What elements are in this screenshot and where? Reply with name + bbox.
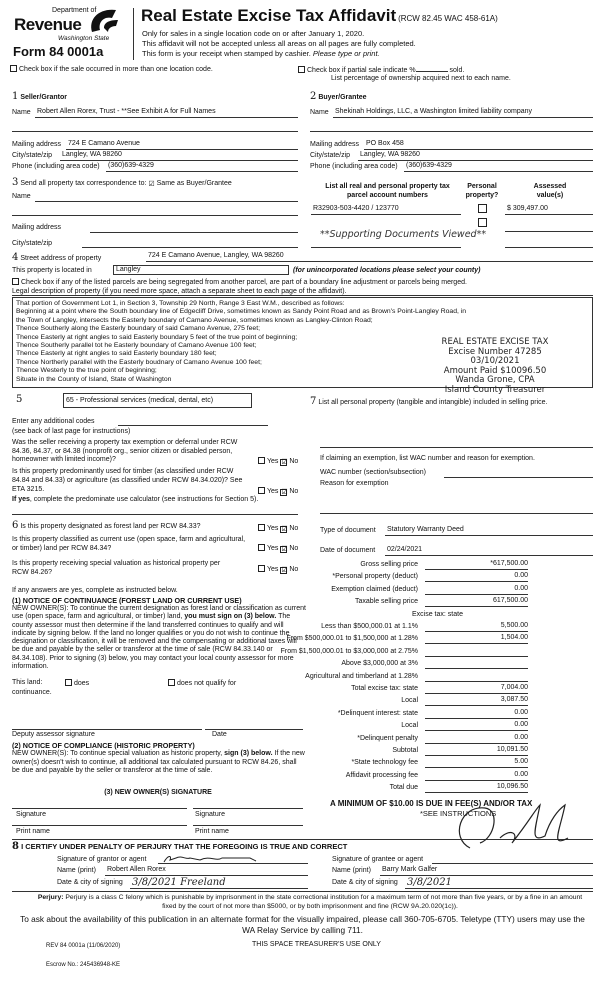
partial-percent-field[interactable]: [416, 65, 448, 72]
continuance-label: continuance.: [12, 689, 52, 696]
escrow-number: Escrow No.: 245436948-KE: [46, 962, 121, 968]
tax-row-value[interactable]: [425, 647, 528, 657]
no-label: No: [289, 488, 299, 495]
forest-question-text: Is this property designated as forest land per RCW 84.33?: [20, 523, 201, 530]
seller-city-field[interactable]: Langley, WA 98260: [60, 151, 298, 161]
legal-line: Beginning at a point where the South boundary line of Edgecliff Drive, sometimes known as Sandy Point Road and as Brown's Point-Langley Road, in: [16, 308, 467, 316]
parcel-header-2: parcel account numbers: [347, 192, 428, 199]
s6q1-yes-no[interactable]: [258, 524, 298, 533]
buyer-name-field[interactable]: Shekinah Holdings, LLC, a Washington limited liability company: [333, 108, 593, 118]
owner-print-line[interactable]: [193, 825, 303, 826]
yes-checkbox[interactable]: [258, 487, 265, 494]
receipt-text: This form is your receipt when stamped by cashier.: [142, 49, 311, 58]
same-as-buyer-label: Same as Buyer/Grantee: [156, 180, 232, 187]
treasurer-use-label: THIS SPACE TREASURER'S USE ONLY: [252, 941, 381, 948]
grantee-date-field[interactable]: 3/8/2021: [405, 877, 593, 889]
yes-label: Yes: [267, 458, 279, 465]
tax-row-value[interactable]: 10,091.50: [425, 746, 528, 756]
current-use-question: Is this property classified as current use (open space, farm and agricultural, or timber) land per RCW 84.34?: [12, 536, 246, 552]
logo-swoosh-icon: [86, 6, 120, 34]
seller-name-field[interactable]: Robert Allen Rorex, Trust - **See Exhibit A for Full Names: [35, 108, 298, 118]
tax-row-value[interactable]: 0.00: [425, 771, 528, 781]
no-checkbox[interactable]: ☑: [281, 567, 288, 574]
see-back-note: (see back of last page for instructions): [12, 428, 131, 435]
assessed-value-field[interactable]: [505, 238, 593, 248]
tax-row-label: Excise tax: state: [412, 610, 463, 618]
no-label: No: [289, 545, 299, 552]
located-label: This property is located in: [12, 267, 92, 274]
notice-compliance-text: [12, 750, 306, 776]
grantor-signature-field[interactable]: [158, 853, 308, 864]
tax-row-label: Exemption claimed (deduct): [331, 585, 418, 593]
date-city-label: Date & city of signing: [57, 879, 123, 886]
tax-row-value[interactable]: 0.00: [425, 709, 528, 719]
name-print-label: Name (print): [57, 867, 96, 874]
s6q2-yes-no[interactable]: [258, 544, 298, 553]
no-label: No: [289, 525, 299, 532]
grantee-signature-label: Signature of grantee or agent: [332, 856, 424, 863]
personal-col-header: [462, 182, 502, 200]
tax-row-value[interactable]: [425, 672, 528, 682]
n1-text-bold: you must sign on (3) below.: [184, 613, 277, 621]
tax-row-label: From $1,500,000.01 to $3,000,000 at 2.75%: [280, 647, 418, 655]
does-check[interactable]: [65, 679, 89, 687]
reason-label: Reason for exemption: [320, 480, 389, 487]
n2-text-a: NEW OWNER(S): To continue special valuation as historic property,: [12, 750, 225, 757]
certify-heading: [12, 841, 347, 853]
tax-row-label: *Delinquent interest: state: [337, 709, 418, 717]
segregate-check[interactable]: [12, 278, 467, 286]
signature-label: Signature: [16, 811, 46, 818]
tax-row-value[interactable]: 0.00: [425, 572, 528, 582]
section-number: 4: [12, 252, 19, 263]
tax-row-label: Above $3,000,000 at 3%: [341, 660, 418, 668]
buyer-name-line2[interactable]: [310, 122, 593, 132]
tax-row-label: Gross selling price: [360, 561, 418, 568]
tax-row-value[interactable]: 10,096.50: [425, 783, 528, 793]
seller-phone-label: Phone (including area code): [12, 163, 100, 170]
notice-continuance-title: (1) NOTICE OF CONTINUANCE (FOREST LAND OR CURRENT USE): [12, 596, 242, 605]
multi-location-check[interactable]: [10, 65, 213, 73]
stamp-treasurer: Wanda Grone, CPA: [455, 375, 535, 385]
tax-row-label: *State technology fee: [351, 759, 418, 767]
parcel-col-header: [315, 182, 460, 200]
yes-checkbox[interactable]: [258, 457, 265, 464]
n1-text-a: NEW OWNER(S): To continue the current designation as forest land or classification as current use (open space, farm and agricultural, or timber) land,: [12, 605, 306, 621]
if-yes-bold: If yes: [12, 496, 30, 503]
buyer-city-field[interactable]: Langley, WA 98260: [358, 151, 593, 161]
does-not-check[interactable]: [168, 679, 236, 687]
section-number: 8: [12, 841, 19, 852]
seller-heading: [12, 91, 67, 102]
seller-mail-field[interactable]: 724 E Camano Avenue: [66, 140, 298, 150]
legal-line: Situate in the County of Island, State of Washington: [16, 375, 172, 383]
owner-print-line[interactable]: [12, 825, 187, 826]
stamp-county: Island County Treasurer: [444, 384, 546, 395]
historic-question: Is this property receiving special valuation as historical property per RCW 84.26?: [12, 560, 221, 576]
assessed-value-field[interactable]: [505, 222, 593, 232]
same-as-buyer-checkbox[interactable]: ☑: [148, 181, 155, 188]
corr-name-line2[interactable]: [12, 206, 298, 216]
corr-city-label: City/state/zip: [12, 240, 53, 247]
perjury-note: [30, 893, 590, 911]
logo-dept-of: Department of: [52, 7, 97, 14]
title-text: Real Estate Excise Tax Affidavit: [141, 6, 397, 25]
buyer-heading-text: Buyer/Grantee: [318, 94, 367, 101]
legal-line: That portion of Government Lot 1, in Section 3, Township 29 North, Range 3 East W.M., described as follows:: [16, 300, 345, 307]
legal-line: Thence Northerly parallel with the Easterly boudnary of Camano Avenue 100 feet;: [16, 358, 262, 366]
page-title: [141, 6, 498, 30]
wac-field[interactable]: [444, 468, 593, 478]
header-divider: [133, 8, 134, 60]
correspondence-row: [12, 177, 232, 189]
correspondence-label: Send all property tax correspondence to:: [20, 180, 147, 187]
stamp-amount: Amount Paid $10096.50: [443, 365, 547, 376]
claiming-exemption-note: If claiming an exemption, list WAC number and reason for exemption.: [320, 455, 535, 462]
partial-sale-label: Check box if partial sale indicate %: [307, 67, 416, 74]
grantor-signature-label: Signature of grantor or agent: [57, 856, 147, 863]
street-label: [12, 252, 101, 263]
divider: [12, 891, 593, 892]
grantor-date-field[interactable]: 3/8/2021 Freeland: [130, 877, 308, 889]
notice-compliance-title: (2) NOTICE OF COMPLIANCE (HISTORIC PROPERTY): [12, 741, 195, 750]
personal-property-list: [310, 397, 595, 408]
divider: [12, 514, 298, 515]
checkbox[interactable]: [298, 66, 305, 73]
yes-label: Yes: [267, 488, 279, 495]
reason-line[interactable]: [320, 513, 593, 514]
buyer-name-label: Name: [310, 109, 329, 116]
assessed-value-field[interactable]: $ 309,497.00: [505, 205, 593, 215]
tax-row-value[interactable]: 1,504.00: [425, 634, 528, 644]
yes-label: Yes: [267, 525, 279, 532]
stamp-excise-number: Excise Number 47285: [448, 346, 542, 357]
seller-name-line2[interactable]: [12, 122, 298, 132]
q2-yes-no[interactable]: [258, 487, 298, 496]
does-not-label: does not qualify for: [177, 680, 237, 687]
owner-signature-line[interactable]: [193, 808, 303, 809]
checkbox[interactable]: [10, 65, 17, 72]
tax-row-value[interactable]: [425, 659, 528, 669]
legal-line: Thence Westerly to the true point of beginning;: [16, 367, 157, 375]
logo-revenue: Revenue: [14, 15, 82, 34]
notice-continuance-text: [12, 605, 306, 671]
no-checkbox[interactable]: ☑: [281, 489, 288, 496]
yes-label: Yes: [267, 545, 279, 552]
timber-question: Is this property predominantly used for timber (as classified under RCW 84.84 and 84.33) or agriculture (as classified under RCW 84.34.020)? See ETA 3215.: [12, 468, 243, 493]
ownership-note: List percentage of ownership acquired next to each name.: [331, 75, 511, 82]
tax-row-value[interactable]: *617,500.00: [425, 560, 528, 570]
logo-state: Washington State: [58, 35, 110, 42]
section-number: 1: [12, 91, 19, 102]
yes-checkbox[interactable]: [258, 544, 265, 551]
buyer-phone-label: Phone (including area code): [310, 163, 398, 170]
corr-name-label: Name: [12, 193, 31, 200]
new-owner-signature-title: (3) NEW OWNER(S) SIGNATURE: [104, 789, 212, 796]
legal-line: Thence Easterly at right angles to said Easterly boundary 180 feet;: [16, 350, 217, 358]
legal-line: the Town of Langley, intersects the Easterly boundary of Camano Avenue, sometimes known as Langley-Clinton Road;: [16, 316, 373, 324]
buyer-phone-field[interactable]: (360)639-4329: [404, 162, 593, 172]
treasurer-stamp: [405, 338, 585, 395]
grantee-name-field[interactable]: Barry Mark Galfer: [380, 866, 593, 876]
tax-row-label: Agricultural and timberland at 1.28%: [305, 672, 418, 680]
no-checkbox[interactable]: ☑: [281, 526, 288, 533]
grantee-signature-field[interactable]: [432, 853, 593, 864]
grantor-signature-icon: [160, 853, 260, 863]
buyer-city-label: City/state/zip: [310, 152, 351, 159]
signature-label: Signature: [195, 811, 225, 818]
grantee-signature-icon: [440, 800, 570, 852]
corr-mail-label: Mailing address: [12, 224, 62, 231]
tax-row-value[interactable]: 3,087.50: [425, 696, 528, 706]
buyer-mail-label: Mailing address: [310, 141, 360, 148]
sold-label: sold.: [449, 67, 465, 74]
tax-row-value[interactable]: 5.00: [425, 758, 528, 768]
personal-header-1: Personal: [467, 183, 497, 190]
date-label: Date: [212, 731, 227, 738]
assessed-header-1: Assessed: [533, 183, 567, 190]
tax-row-label: *Delinquent penalty: [357, 734, 418, 742]
tax-row-label: Affidavit processing fee: [345, 771, 418, 779]
located-note: (for unincorporated locations please select your county): [293, 267, 481, 274]
n2-text-bold: sign (3) below.: [224, 750, 273, 757]
q1-yes-no[interactable]: [258, 457, 298, 466]
perjury-bold: Perjury:: [37, 894, 64, 901]
tax-row-label: Taxable selling price: [354, 598, 418, 606]
no-checkbox[interactable]: ☑: [281, 546, 288, 553]
if-yes-note: [12, 496, 292, 505]
tax-row-value[interactable]: 7,004.00: [425, 684, 528, 694]
legal-line: Thence Easterly at right angles to said Easterly boundary 5 feet of the true point of beginning;: [16, 333, 298, 341]
tax-row-label: *Personal property (deduct): [332, 573, 418, 581]
revision-label: REV 84 0001a (11/06/2020): [46, 943, 121, 949]
doc-date-label: Date of document: [320, 547, 376, 554]
checkbox[interactable]: [168, 679, 175, 686]
parcel-header-1: List all real and personal property tax: [325, 183, 450, 190]
accessibility-note: To ask about the availability of this publication in an alternate format for the visually impaired, please call 360-705-6705. Teletype (TTY) users may use the WA Relay Service by calling 711.: [20, 914, 585, 935]
personal-header-2: property?: [465, 192, 499, 199]
legal-line: Thence Southerly parallel tot he Easterly boundary of Camano Avenue 100 feet;: [16, 342, 257, 350]
no-label: No: [289, 566, 299, 573]
tax-row-label: From $500,000.01 to $1,500,000 at 1.28%: [286, 635, 418, 643]
see-instructions-note: *SEE INSTRUCTIONS: [420, 809, 497, 818]
title-rcw: (RCW 82.45 WAC 458-61A): [398, 14, 498, 23]
deputy-signature-line[interactable]: [12, 729, 202, 730]
assessed-col-header: [520, 182, 580, 200]
corr-mail-field[interactable]: [90, 223, 298, 233]
form-number: Form 84 0001a: [13, 44, 104, 59]
assessed-header-2: value(s): [536, 192, 564, 199]
s7-text: List all personal property (tangible and intangible) included in selling price.: [318, 399, 548, 406]
tax-row-label: Subtotal: [392, 747, 418, 754]
does-label: does: [74, 680, 90, 687]
parcel-number-field[interactable]: [311, 238, 461, 248]
deputy-label: Deputy assessor signature: [12, 731, 95, 738]
seller-heading-text: Seller/Grantor: [20, 94, 68, 101]
multi-location-label: Check box if the sale occurred in more than one location code.: [19, 66, 213, 73]
tax-row-label: Local: [401, 697, 418, 705]
if-yes-text: , complete the predominate use calculator (see instructions for Section 5).: [29, 496, 259, 503]
stamp-date: 03/10/2021: [470, 356, 520, 366]
corr-city-field[interactable]: [82, 238, 298, 248]
certify-text: I CERTIFY UNDER PENALTY OF PERJURY THAT THE FOREGOING IS TRUE AND CORRECT: [21, 842, 348, 851]
header-line-1: Only for sales in a single location code on or after January 1, 2020.: [142, 29, 365, 38]
no-checkbox[interactable]: ☑: [281, 459, 288, 466]
street-label-text: Street address of property: [20, 255, 102, 262]
section-number: 6: [12, 520, 19, 531]
perjury-text: Perjury is a class C felony which is punishable by imprisonment in the state correctional institution for a maximum term of not more than five years, or by a fine in an amount fixed by the court of not more than $5000, or by both imprisonment and fine (RCW 9A.20.020(1c)).: [63, 894, 583, 910]
legal-line: Thence Southerly along the Easterly boundary of said Camano Avenue, 275 feet;: [16, 325, 260, 333]
corr-name-field[interactable]: [35, 192, 298, 202]
legal-label: Legal description of property (if you need more space, attach a separate sheet to each page of the affidavit).: [12, 288, 593, 296]
tax-row-value[interactable]: 0.00: [425, 734, 528, 744]
street-field[interactable]: 724 E Camano Avenue, Langley, WA 98260: [146, 252, 593, 262]
date-city-label: Date & city of signing: [332, 879, 398, 886]
tax-row-value[interactable]: 5,500.00: [425, 622, 528, 632]
tax-row-value[interactable]: 0.00: [425, 585, 528, 595]
tax-row-label: Total excise tax: state: [351, 685, 418, 692]
personal-property-line[interactable]: [320, 447, 593, 448]
personal-property-checkbox[interactable]: [478, 218, 487, 227]
forest-question: [12, 520, 254, 533]
partial-sale-check[interactable]: [298, 65, 464, 74]
buyer-heading: [310, 91, 367, 102]
additional-codes-label: Enter any additional codes: [12, 418, 95, 425]
tax-row-label: Less than $500,000.01 at 1.1%: [321, 623, 418, 630]
name-print-label: Name (print): [332, 867, 371, 874]
exemption-question: Was the seller receiving a property tax exemption or deferral under RCW 84.36, 84.37, or 84.38 (nonprofit org., senior citizen or disabled person, homeowner with limited income)?: [12, 439, 238, 463]
header-line-2: This affidavit will not be accepted unless all areas on all pages are fully completed.: [142, 39, 416, 48]
doc-type-field[interactable]: Statutory Warranty Deed: [385, 526, 593, 536]
header-line-3: [142, 49, 380, 58]
checkbox[interactable]: [12, 278, 19, 285]
n2-text-c: If the new owner(s) doesn't wish to continue, all additional tax calculated pursuant to RCW 84.26, shall be due and payable by the seller or transferor at the time of sale.: [12, 750, 305, 774]
yes-checkbox[interactable]: [258, 524, 265, 531]
grantor-name-field[interactable]: Robert Allen Rorex: [105, 866, 308, 876]
doc-type-label: Type of document: [320, 527, 376, 534]
print-name-label: Print name: [16, 828, 50, 835]
print-name-label: Print name: [195, 828, 229, 835]
supporting-docs-note: **Supporting Documents Viewed**: [320, 229, 487, 240]
use-code-select[interactable]: 65 - Professional services (medical, dental, etc): [63, 393, 252, 408]
doc-date-field[interactable]: 02/24/2021: [385, 546, 593, 556]
s6q3-yes-no[interactable]: [258, 565, 298, 574]
segregate-label: Check box if any of the listed parcels are being segregated from another parcel, are part of a boundary line adjustment or parcels being merged.: [21, 279, 467, 286]
tax-row-value[interactable]: 617,500.00: [425, 597, 528, 607]
minimum-due-note: A MINIMUM OF $10.00 IS DUE IN FEE(S) AND/OR TAX: [330, 799, 533, 808]
n1-text-c: The county assessor must then determine if the land transferred continues to qualify and will indicate by signing below. If the land no longer qualifies or you do not wish to continue the designation or classification, it will be removed and the compensating or additional taxes will be due and payable by the seller or transferor at the time of sale (RCW 84.33.140 or 84.34.108). Prior to signing (3) below, you may contact your local county assessor for more information.: [12, 613, 297, 671]
buyer-mail-field[interactable]: PO Box 458: [364, 140, 593, 150]
section-number: 3: [12, 177, 19, 188]
section-number: 5: [16, 394, 23, 405]
personal-property-checkbox[interactable]: [478, 204, 487, 213]
type-print-text: Please type or print.: [312, 49, 380, 58]
no-label: No: [289, 458, 299, 465]
parcel-number-field[interactable]: R32903-503-4420 / 123770: [311, 205, 461, 215]
yes-checkbox[interactable]: [258, 565, 265, 572]
owner-signature-line[interactable]: [12, 808, 187, 809]
seller-name-label: Name: [12, 109, 31, 116]
section-number: 2: [310, 91, 317, 102]
location-select[interactable]: Langley: [113, 265, 289, 275]
tax-row-value[interactable]: 0.00: [425, 721, 528, 731]
deputy-date-line[interactable]: [205, 729, 303, 730]
seller-phone-field[interactable]: (360)639-4329: [106, 162, 298, 172]
if-any-note: If any answers are yes, complete as instructed below.: [12, 587, 178, 594]
seller-mail-label: Mailing address: [12, 141, 62, 148]
stamp-line: REAL ESTATE EXCISE TAX: [441, 337, 549, 347]
seller-city-label: City/state/zip: [12, 152, 53, 159]
yes-label: Yes: [267, 566, 279, 573]
wac-label: WAC number (section/subsection): [320, 469, 426, 476]
this-land-label: This land:: [12, 679, 43, 686]
tax-row-label: Local: [401, 722, 418, 730]
tax-row-label: Total due: [389, 784, 418, 792]
additional-codes-field[interactable]: [118, 416, 268, 426]
section-number: 7: [310, 396, 317, 407]
checkbox[interactable]: [65, 679, 72, 686]
